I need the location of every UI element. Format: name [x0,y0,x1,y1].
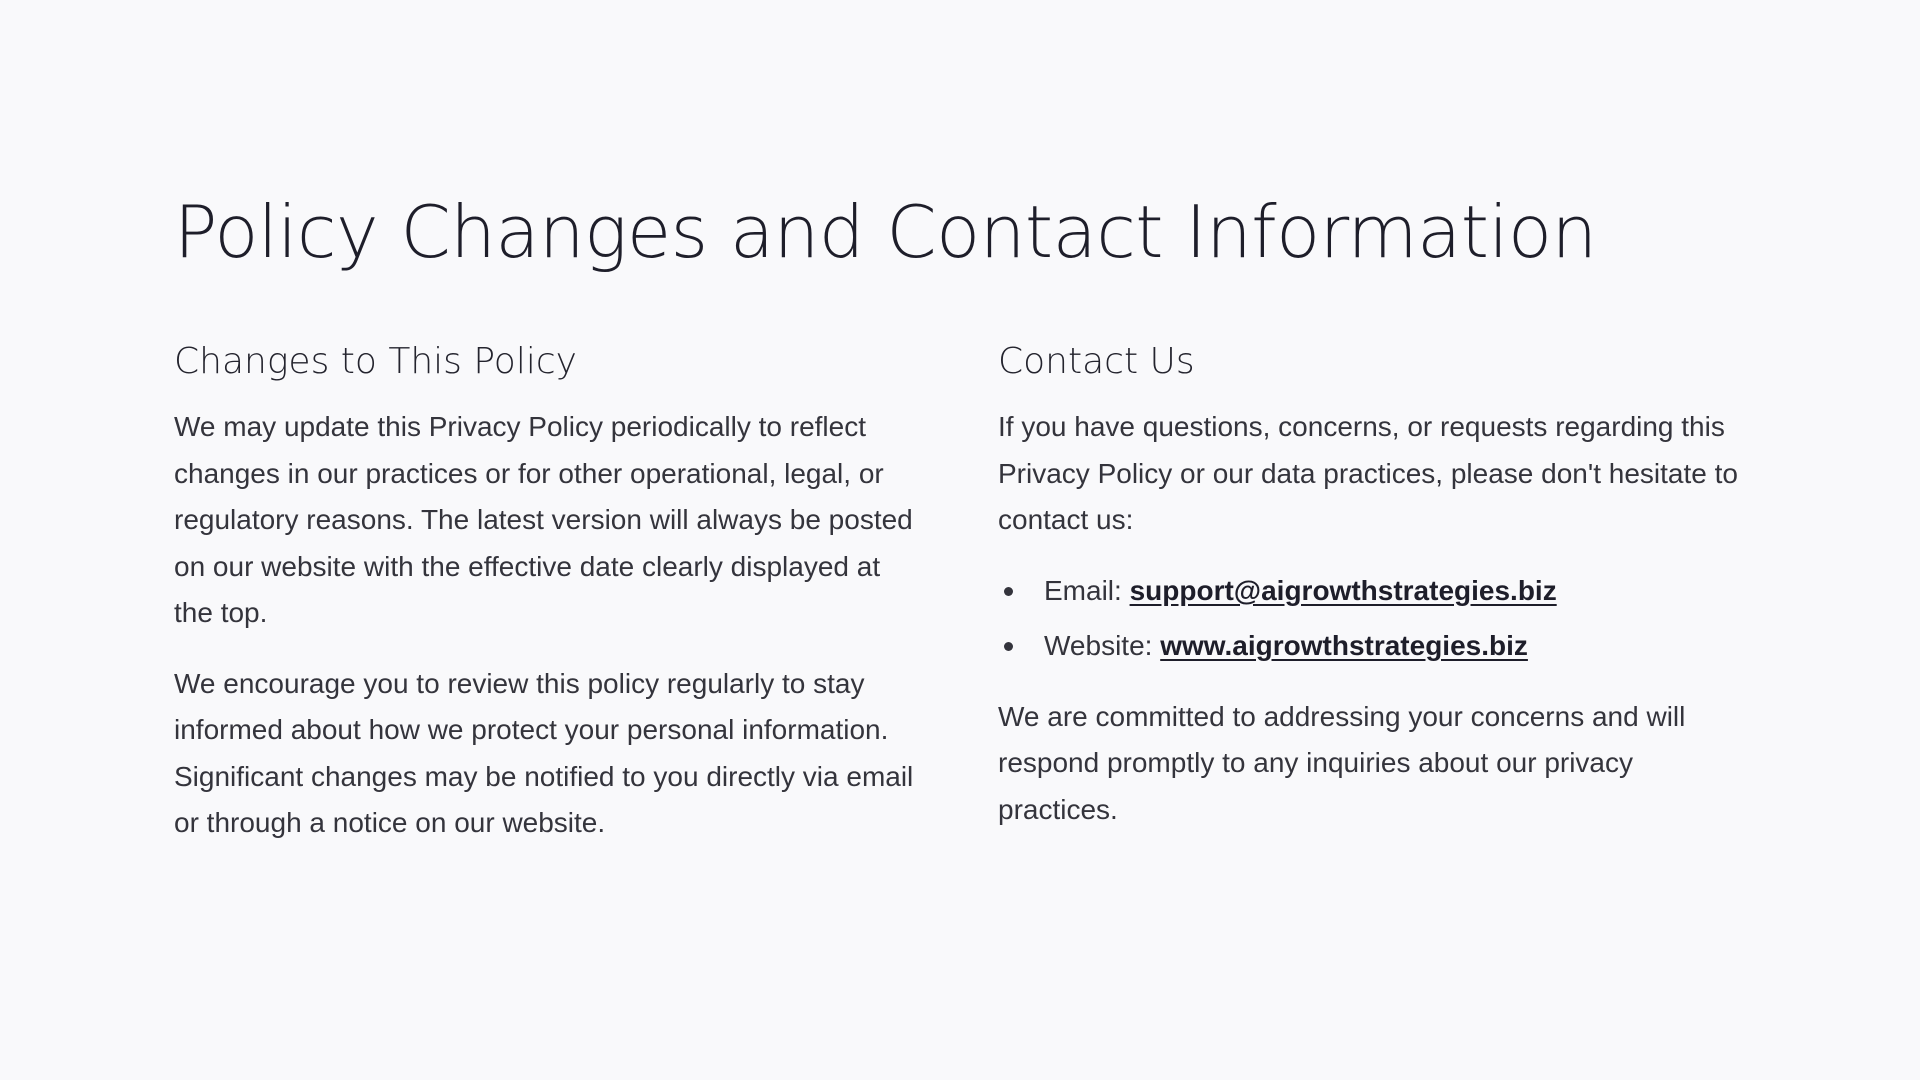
email-link[interactable]: support@aigrowthstrategies.biz [1129,574,1557,606]
contact-item-email [998,568,1742,615]
bullet-icon [1004,642,1013,651]
changes-heading: Changes to This Policy [174,341,577,382]
email-label: Email: [1044,574,1130,606]
website-label: Website: [1044,630,1161,661]
contact-closing: We are committed to addressing your concerns and will respond promptly to any inquiries about our privacy practices. [998,700,1686,825]
contact-intro: If you have questions, concerns, or requests regarding this Privacy Policy or our data practices, please don't hesitate to contact us: [998,411,1738,535]
contact-section [998,338,1742,871]
changes-section [174,338,918,871]
changes-paragraph-2: We encourage you to review this policy regularly to stay informed about how we protect your personal information. Significant changes may be notified to you directly via email or through a notice on our website. [174,667,914,838]
content-columns [174,338,1746,871]
page-title: Policy Changes and Contact Information [174,190,1597,274]
contact-item-website [998,623,1742,670]
website-link[interactable]: www.aigrowthstrategies.biz [1160,630,1528,661]
contact-heading: Contact Us [998,341,1195,382]
contact-list [998,568,1742,670]
changes-paragraph-1: We may update this Privacy Policy periodically to reflect changes in our practices or for other operational, legal, or regulatory reasons. The latest version will always be posted on our website with the effective date clearly displayed at the top. [174,411,913,628]
bullet-icon [1004,587,1013,596]
